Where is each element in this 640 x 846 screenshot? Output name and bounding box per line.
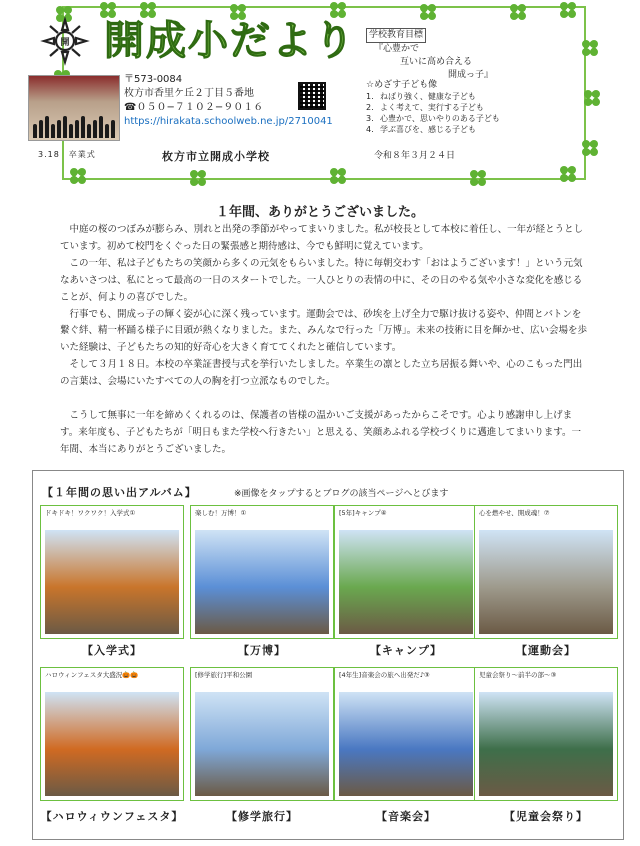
album-caption: 【万博】 [238,644,286,657]
clover-icon [560,2,576,18]
aim-text: よく考えて、実行する子ども [380,103,484,112]
album-card-title[interactable]: 心を燃やせ、開成魂！⑦ [479,509,550,517]
school-name: 枚方市立開成小学校 [162,150,270,163]
paragraph: そして３月１８日。本校の卒業証書授与式を挙行いたしました。卒業生の凛とした立ち居振る舞いや、心のこもった門出の言葉は、会場にいたすべての人の胸を打つ立派なものでした。 [60,359,583,388]
album-caption: 【ハロウィウンフェスタ】 [40,810,184,823]
aim-number: 2. [366,103,374,112]
person-figure [93,120,97,138]
goal-tag: 学校教育目標 [366,28,426,43]
album-caption: 【運動会】 [516,644,576,657]
aims-heading: ☆めざす子ども像 [366,80,438,90]
album-card[interactable] [190,667,334,801]
person-figure [105,124,109,138]
qr-code-icon[interactable] [298,82,326,110]
album-card[interactable] [40,505,184,639]
album-title: 【１年間の思い出アルバム】 [42,486,197,499]
person-figure [87,124,91,138]
school-address: 枚方市香里ケ丘２丁目５番地 [124,88,254,99]
clover-icon [584,90,600,106]
person-figure [111,120,115,138]
album-card-title[interactable]: ハロウィンフェスタ大盛況🎃🎃 [45,671,139,679]
svg-text:開: 開 [60,38,70,48]
ideal-child-list [366,80,520,135]
album-card-title[interactable]: [5年]キャンプ④ [339,509,387,517]
aim-number: 4. [366,125,374,134]
album-card[interactable] [334,505,478,639]
clover-icon [510,4,526,20]
album-photo[interactable] [45,530,179,634]
article-headline: １年間、ありがとうございました。 [215,205,424,220]
school-goal [366,28,516,82]
paragraph: こうして無事に一年を締めくくれるのは、保護者の皆様の温かいご支援があったからこそです。心より感謝申し上げます。来年度も、子どもたちが「明日もまた学校へ行きたい」と思える、笑顔あふれる学校づくりに邁進してまいります。一年間、本当にありがとうございました。 [60,410,581,455]
school-website-link[interactable]: https://hirakata.schoolweb.ne.jp/2710041 [124,116,333,127]
person-figure [69,124,73,138]
clover-icon [582,40,598,56]
album-card-title[interactable]: [修学旅行]平和公園 [195,671,253,679]
album-card[interactable] [474,505,618,639]
paragraph: この一年、私は子どもたちの笑顔から多くの元気をもらいました。特に毎朝交わす「おはようございます！」という元気なあいさつは、私にとって最高の一日のスタートでした。一人ひとりの表情の中に、その日のやる気や小さな変化を感じることが、何よりの喜びでした。 [60,257,583,303]
aim-item [366,113,520,124]
album-card[interactable] [474,667,618,801]
paragraph: 中庭の桜のつぼみが膨らみ、別れと出発の季節がやってまいりました。私が校長として本校に着任し、一年が経とうとしています。初めて校門をくぐった日の緊張感と期待感は、今でも鮮明に覚えています。 [60,224,584,252]
aim-item [366,124,520,135]
school-emblem-icon [40,16,90,66]
person-figure [33,124,37,138]
album-card-title[interactable]: 児童会祭り〜前半の部〜③ [479,671,557,679]
clover-icon [190,170,206,186]
album-caption: 【修学旅行】 [226,810,298,823]
album-photo[interactable] [339,692,473,796]
album-photo[interactable] [479,692,613,796]
postal-code: 〒573-0084 [124,74,183,85]
album-caption: 【音楽会】 [376,810,436,823]
aim-text: 心豊かで、思いやりのある子ども [380,114,500,123]
goal-line: 開成っ子』 [448,70,494,80]
aim-number: 1. [366,92,374,101]
person-figure [57,120,61,138]
aim-text: ねばり強く、健康な子ども [380,92,476,101]
person-figure [63,116,67,138]
album-photo[interactable] [339,530,473,634]
paragraph: 行事でも、開成っ子の輝く姿が心に深く残っています。運動会では、砂埃を上げ全力で駆け抜ける姿や、仲間とバトンを繋ぐ絆、精一杯踊る様子に目頭が熱くなりました。また、みんなで行った「万博」。未来の技術に目を輝かせ、広い会場を歩いた経験は、子どもたちの知的好奇心を大きく育ててくれたと確信しています。 [60,308,587,354]
album-caption: 【児童会祭り】 [504,810,588,823]
clover-icon [420,4,436,20]
person-figure [51,124,55,138]
person-figure [75,120,79,138]
clover-icon [470,170,486,186]
graduation-photo[interactable] [28,75,120,141]
album-card[interactable] [190,505,334,639]
aim-text: 学ぶ喜びを、感じる子ども [380,125,476,134]
album-card-title[interactable]: 楽しむ！万博！① [195,509,247,517]
clover-icon [560,166,576,182]
article-body [60,222,588,459]
person-figure [45,116,49,138]
person-figure [39,120,43,138]
album-photo[interactable] [45,692,179,796]
aim-number: 3. [366,114,374,123]
album-photo[interactable] [479,530,613,634]
goal-line: 互いに高め合える [400,57,473,67]
album-card-title[interactable]: [4年生]音楽会の旅へ出発だ♪③ [339,671,430,679]
album-card-title[interactable]: ドキドキ！ワクワク！入学式① [45,509,136,517]
album-card[interactable] [334,667,478,801]
issue-date: 令和８年３月２４日 [374,151,456,161]
clover-icon [582,140,598,156]
album-caption: 【入学式】 [82,644,142,657]
clover-icon [330,168,346,184]
newsletter-title: 開成小だより [104,18,356,64]
album-photo[interactable] [195,530,329,634]
album-card[interactable] [40,667,184,801]
person-figure [81,116,85,138]
album-photo[interactable] [195,692,329,796]
photo-caption: 3.18 卒業式 [38,150,96,159]
goal-line: 『心豊かで [374,44,420,54]
phone-number: ☎０５０−７１０２−９０１６ [124,102,264,113]
clover-icon [70,168,86,184]
aim-item [366,91,520,102]
aim-item [366,102,520,113]
album-note: ※画像をタップするとブログの該当ページへとびます [234,489,449,499]
person-figure [99,116,103,138]
album-caption: 【キャンプ】 [369,644,443,657]
